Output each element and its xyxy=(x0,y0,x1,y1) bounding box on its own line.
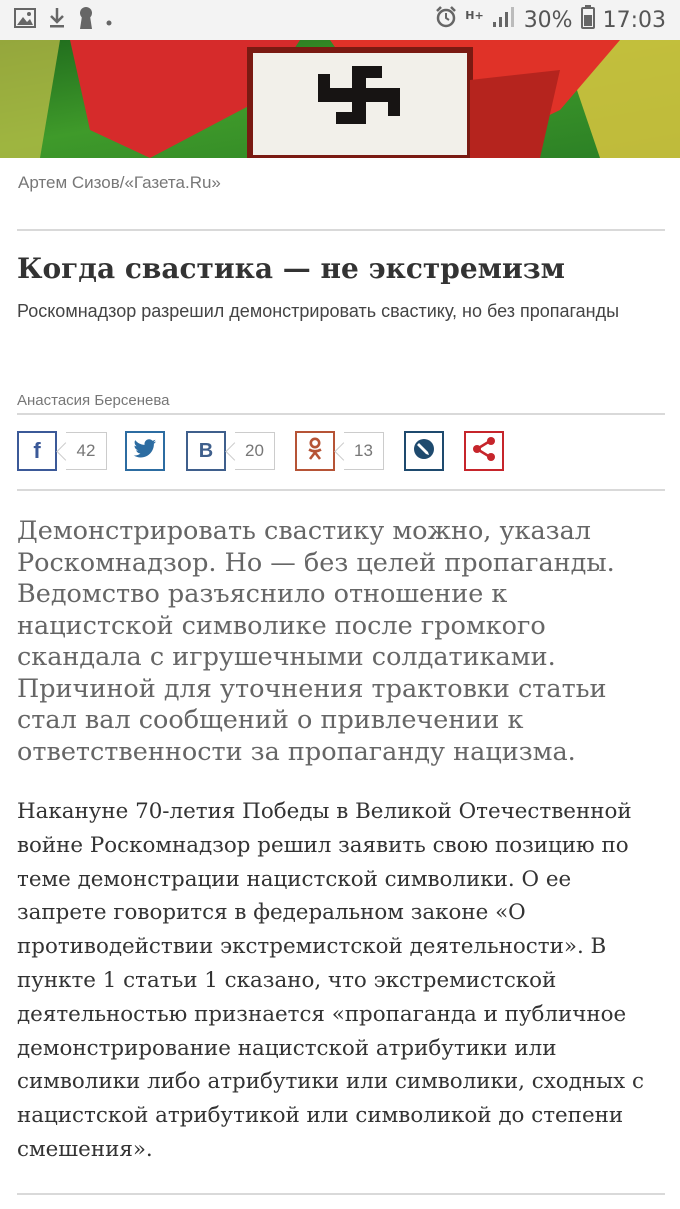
share-icon xyxy=(471,436,497,467)
twitter-icon xyxy=(133,439,157,464)
image-credit: Артем Сизов/«Газета.Ru» xyxy=(18,173,221,192)
network-type: H+ xyxy=(465,8,484,22)
odnoklassniki-share-button[interactable] xyxy=(295,431,335,471)
alarm-icon xyxy=(435,6,457,34)
vk-share-count: 20 xyxy=(235,432,275,470)
vk-share-button[interactable] xyxy=(186,431,226,471)
livejournal-share-button[interactable] xyxy=(404,431,444,471)
odnoklassniki-share-count: 13 xyxy=(344,432,384,470)
image-icon xyxy=(14,8,36,32)
article-paragraph: Накануне 70-летия Победы в Великой Отечественной войне Роскомнадзор решил заявить свою позицию по теме демонстрации нацистской символики. О ее запрете говорится в федеральном законе «О противодействии экстремистской деятельности». В пункте 1 статьи 1 сказано, что экстремистской деятельностью признается «пропаганда и публичное демонстрирование нацистской атрибутики или символики либо атрибутики или символики, сходных с нацистской атрибутикой или символикой до степени смешения». xyxy=(17,799,644,1162)
dot-icon xyxy=(106,11,112,30)
facebook-icon: f xyxy=(33,438,41,463)
status-bar xyxy=(0,0,680,40)
signal-icon xyxy=(492,6,516,34)
more-share-button[interactable] xyxy=(464,431,504,471)
hero-image xyxy=(0,40,680,158)
article-subtitle: Роскомнадзор разрешил демонстрировать свастику, но без пропаганды xyxy=(17,301,620,321)
battery-icon xyxy=(581,5,595,35)
twitter-share-button[interactable] xyxy=(125,431,165,471)
vk-icon: В xyxy=(198,439,214,462)
clock: 17:03 xyxy=(602,7,666,33)
divider xyxy=(17,413,665,415)
article-author[interactable]: Анастасия Берсенева xyxy=(17,392,170,409)
article-title: Когда свастика — не экстремизм xyxy=(17,252,565,285)
divider xyxy=(17,489,665,491)
facebook-share-count: 42 xyxy=(66,432,107,470)
divider xyxy=(17,229,665,231)
download-icon xyxy=(48,7,66,33)
divider xyxy=(17,1193,665,1195)
keyhole-icon xyxy=(78,6,94,34)
odnoklassniki-icon xyxy=(306,437,324,466)
facebook-share-button[interactable] xyxy=(17,431,57,471)
article-lead: Демонстрировать свастику можно, указал Роскомнадзор. Но — без целей пропаганды. Ведомство разъяснило отношение к нацистской символике после громкого скандала с игрушечными солдатиками. Причиной для уточнения трактовки статьи стал вал сообщений о привлечении к ответственности за пропаганду нацизма. xyxy=(17,516,615,767)
battery-percent: 30% xyxy=(523,7,573,33)
livejournal-icon xyxy=(412,437,436,466)
